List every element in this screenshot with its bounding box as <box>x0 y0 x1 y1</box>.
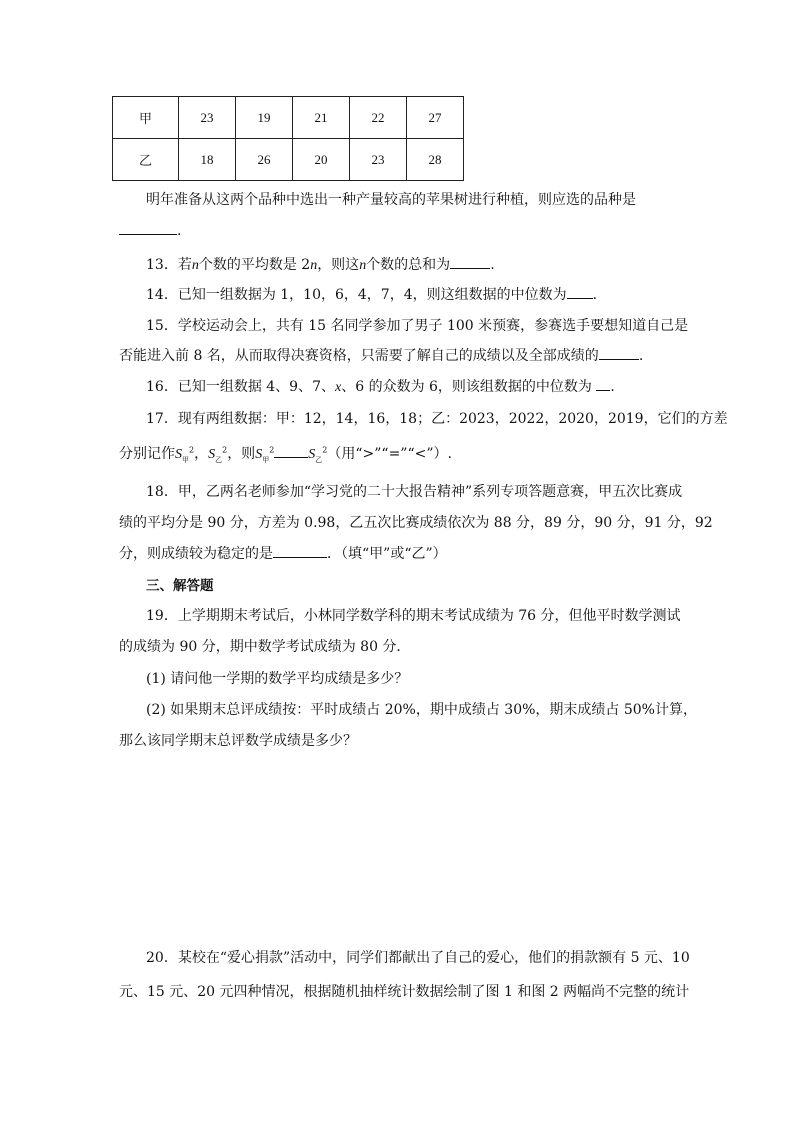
q13: 13．若n个数的平均数是 2n，则这n个数的总和为 . <box>146 257 495 273</box>
q17-line2: 分别记作$S_甲^2$，$S_乙^2$，则$S_甲^2$ $S_乙^2$（用“>”“=”“<”）. <box>119 445 452 464</box>
q18-line2: 绩的平均分是 90 分，方差为 0.98，乙五次比赛成绩依次为 88 分，89 分，90 分，91 分，92 <box>119 515 713 531</box>
q14: 14．已知一组数据为 1，10，6，4，7，4，则这组数据的中位数为 . <box>146 287 598 303</box>
table-cell: 18 <box>179 139 236 181</box>
table-cell: 22 <box>350 97 407 139</box>
table-cell: 23 <box>350 139 407 181</box>
yield-table <box>112 96 464 181</box>
q19-sub1: (1) 请问他一学期的数学平均成绩是多少？ <box>146 671 409 687</box>
table-row <box>113 97 464 139</box>
row-label: 甲 <box>113 97 179 139</box>
table-cell: 20 <box>293 139 350 181</box>
q16: 16．已知一组数据 4、9、7、x、6 的众数为 6，则该组数据的中位数为 . <box>146 379 615 395</box>
table-cell: 26 <box>236 139 293 181</box>
table-cell: 19 <box>236 97 293 139</box>
q15-line1: 15．学校运动会上，共有 15 名同学参加了男子 100 米预赛，参赛选手要想知道自己是 <box>146 318 689 334</box>
answer-blank[interactable] <box>599 347 639 360</box>
answer-blank[interactable] <box>273 545 327 558</box>
q20-line2: 元、15 元、20 元四种情况，根据随机抽样统计数据绘制了图 1 和图 2 两幅尚不完整的统计 <box>119 984 690 1000</box>
answer-blank[interactable] <box>450 256 490 269</box>
answer-blank[interactable] <box>596 378 610 391</box>
q19-sub2b: 那么该同学期末总评数学成绩是多少？ <box>119 733 357 749</box>
variance-symbol: S <box>255 447 263 462</box>
table-cell: 27 <box>407 97 464 139</box>
q19-line1: 19．上学期期末考试后，小林同学数学科的期末考试成绩为 76 分，但他平时数学测试 <box>146 608 681 624</box>
q18-line1: 18．甲，乙两名老师参加“学习党的二十大报告精神”系列专项答题意赛，甲五次比赛成 <box>146 484 683 500</box>
variance-symbol: S <box>208 447 216 462</box>
answer-blank[interactable] <box>119 222 177 235</box>
q12-answer-line: . <box>119 222 181 239</box>
table-cell: 23 <box>179 97 236 139</box>
q15-line2: 否能进入前 8 名，从而取得决赛资格，只需要了解自己的成绩以及全部成绩的 . <box>119 348 644 364</box>
q12-line1: 明年准备从这两个品种中选出一种产量较高的苹果树进行种植，则应选的品种是 <box>146 192 636 208</box>
answer-blank[interactable] <box>567 286 593 299</box>
table-cell: 28 <box>407 139 464 181</box>
q20-line1: 20．某校在“爱心捐款”活动中，同学们都献出了自己的爱心，他们的捐款额有 5 元、10 <box>146 950 690 966</box>
q19-line2: 的成绩为 90 分，期中数学考试成绩为 80 分． <box>119 639 411 655</box>
table-row <box>113 139 464 181</box>
variance-symbol: S <box>308 447 316 462</box>
q19-sub2: (2) 如果期末总评成绩按：平时成绩占 20%，期中成绩占 30%，期末成绩占 50%计算， <box>146 702 697 718</box>
answer-blank[interactable] <box>274 445 308 458</box>
q18-line3: 分，则成绩较为稳定的是 ．（填“甲”或“乙”） <box>119 546 447 562</box>
q17-line1: 17．现有两组数据：甲：12，14，16，18；乙：2023，2022，2020，2019，它们的方差 <box>146 411 728 427</box>
row-label: 乙 <box>113 139 179 181</box>
section-heading: 三、解答题 <box>146 578 214 594</box>
variance-symbol: S <box>175 447 182 462</box>
table-cell: 21 <box>293 97 350 139</box>
